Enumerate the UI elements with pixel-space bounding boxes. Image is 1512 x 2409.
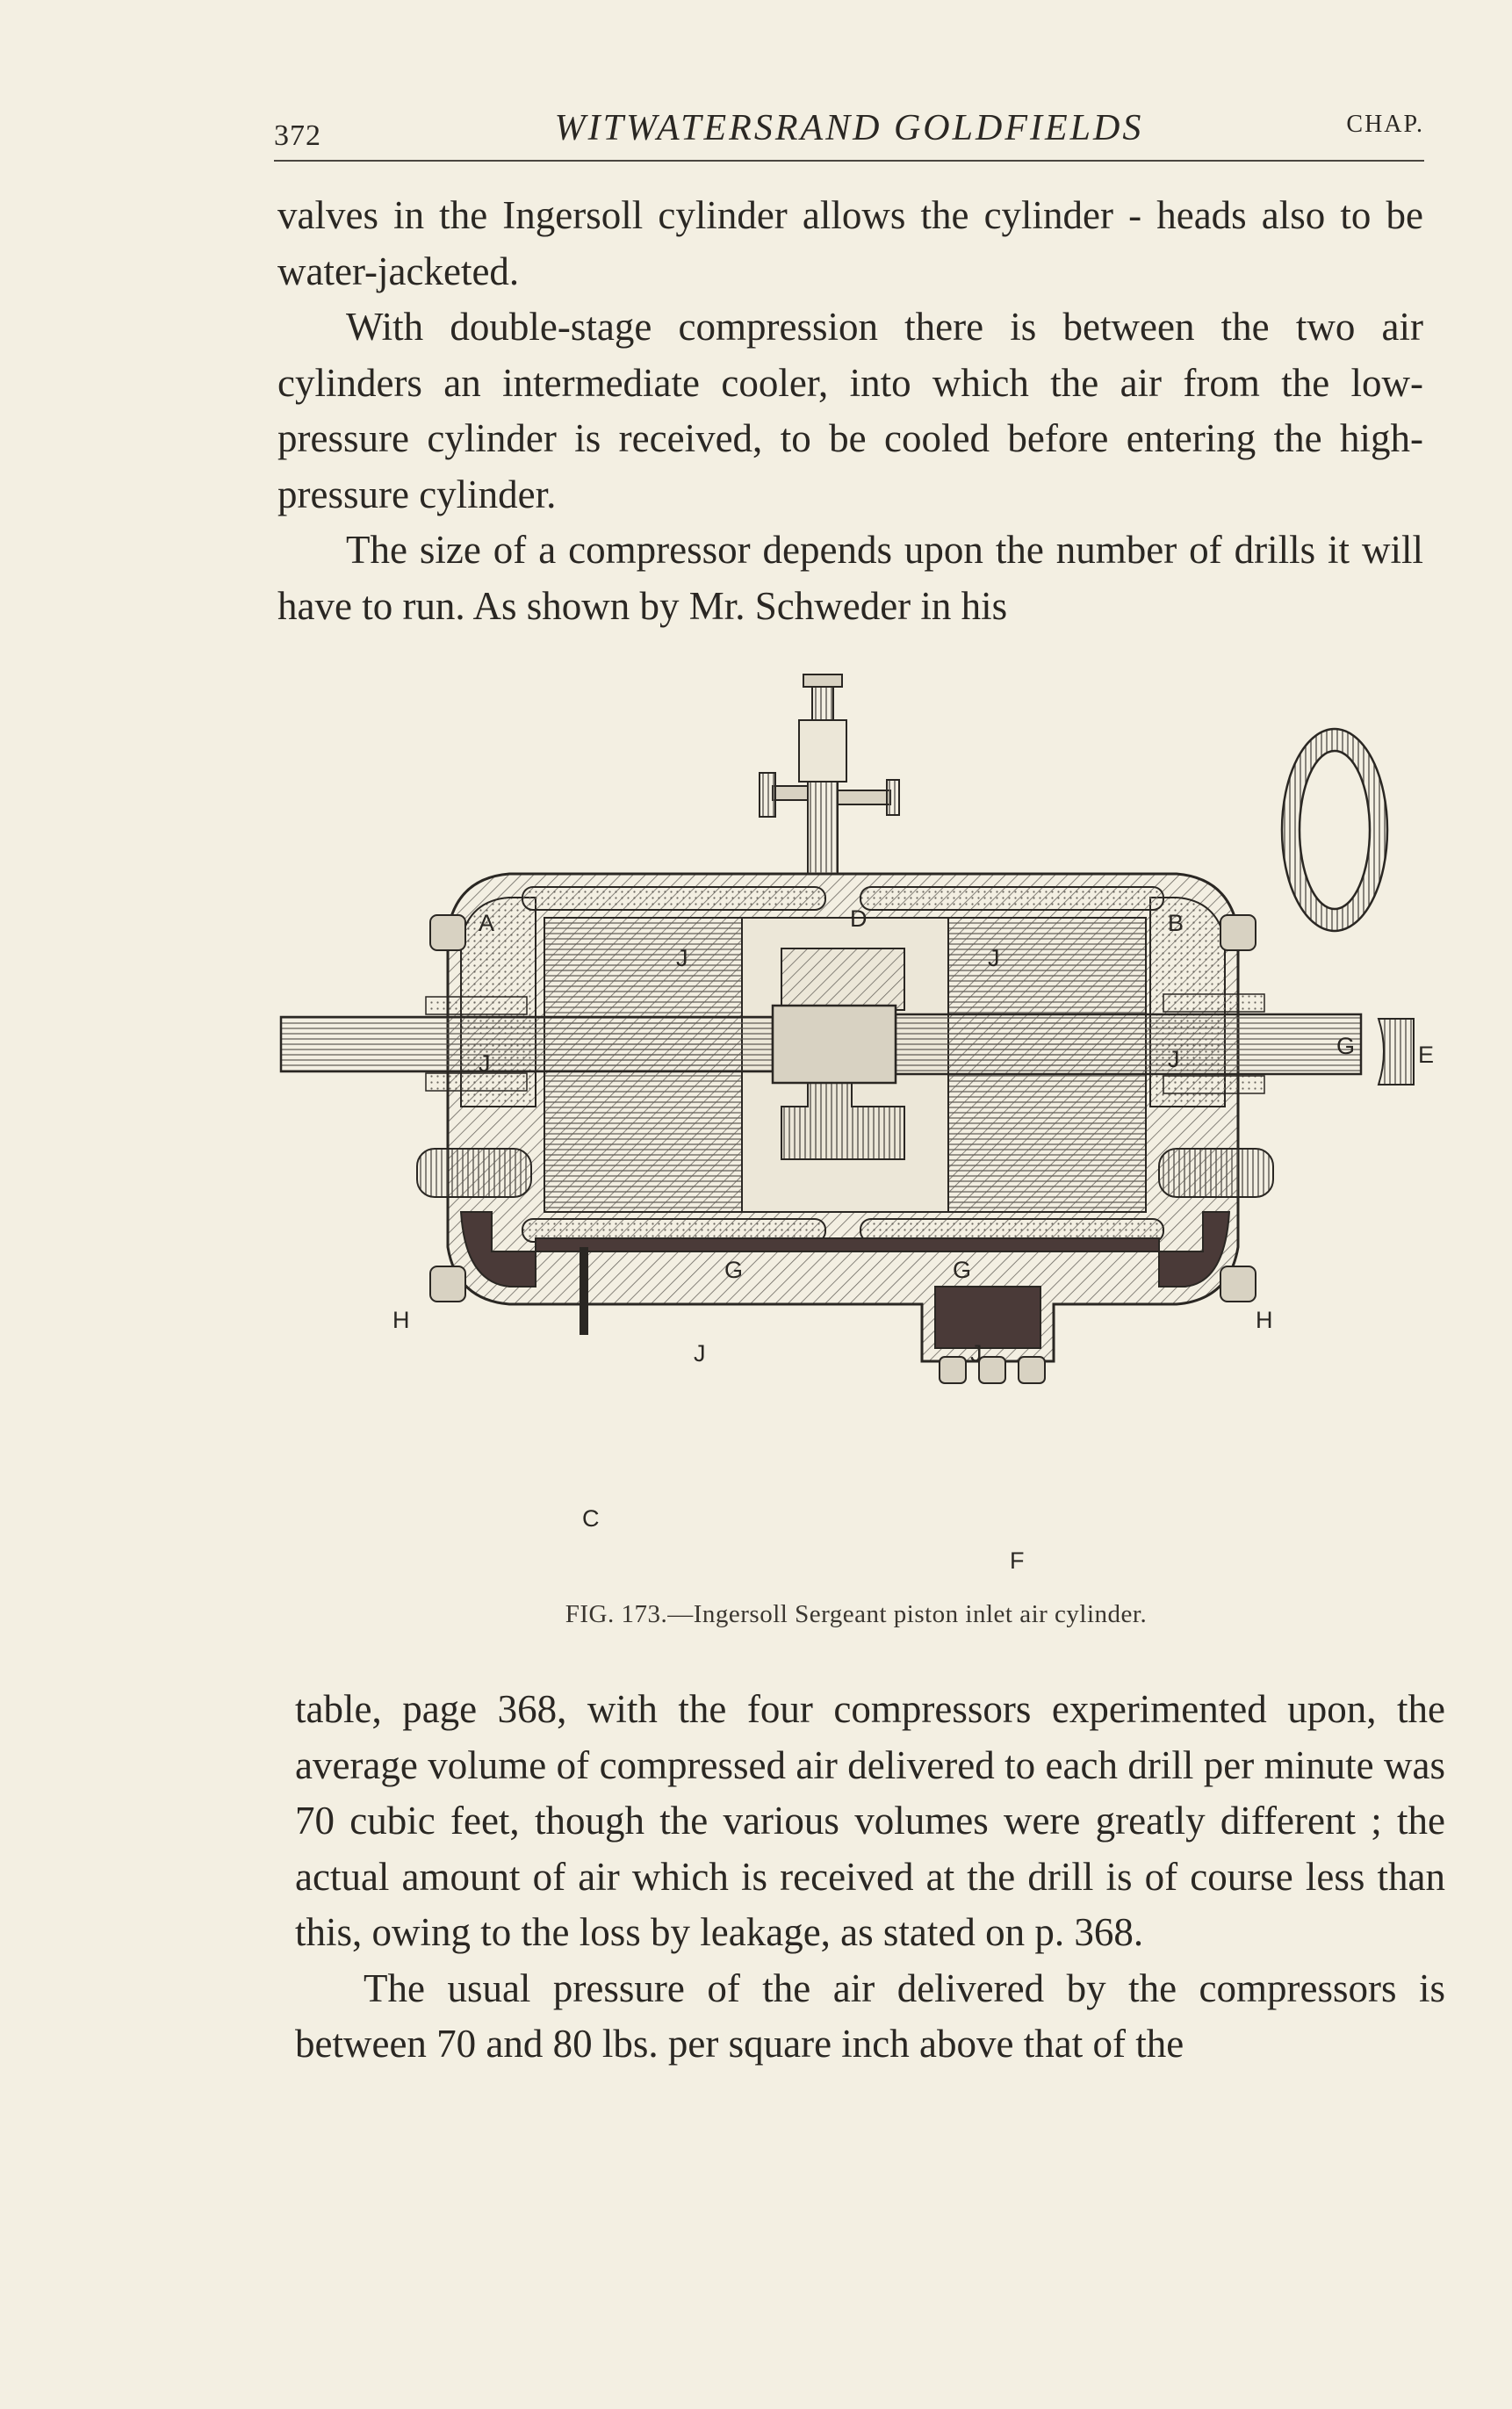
- label-c: C: [582, 1505, 600, 1532]
- paragraph: table, page 368, with the four compressors experimented upon, the average volume of compressed air delivered to each drill per minute was 70 cubic feet, though the various volumes were greatly different ; the actual amount of air which is received at the drill is of course less than this, owing to the loss by leakage, as stated on p. 368.: [295, 1687, 1445, 1954]
- top-passage-right: [860, 887, 1163, 910]
- piston-ring: [1282, 729, 1387, 931]
- label-h-left: H: [392, 1307, 410, 1333]
- paragraph: valves in the Ingersoll cylinder allows the cylinder - heads also to be water-jacketed.: [277, 193, 1423, 293]
- ring-section: [1379, 1019, 1414, 1085]
- packing-left: [426, 997, 527, 1014]
- label-h-right: H: [1256, 1307, 1273, 1333]
- inlet-spring-right: [1159, 1149, 1273, 1197]
- cylinder-illustration: [281, 667, 1435, 1574]
- label-g-right: G: [953, 1257, 972, 1283]
- label-d: D: [850, 905, 868, 932]
- label-j-right: J: [1168, 1046, 1180, 1072]
- running-title: WITWATERSRAND GOLDFIELDS: [554, 108, 1144, 148]
- label-j-top-right: J: [988, 945, 1000, 971]
- figure-173: [281, 667, 1435, 1574]
- label-b: B: [1168, 910, 1184, 936]
- figure-caption: FIG. 173.—Ingersoll Sergeant piston inlet air cylinder.: [565, 1600, 1148, 1628]
- label-g-ring: G: [1336, 1033, 1356, 1059]
- body-text-bottom: [295, 1682, 1445, 2073]
- top-passage-left: [522, 887, 825, 910]
- label-f: F: [1010, 1547, 1025, 1574]
- page-number: 372: [274, 119, 321, 152]
- page-header: [274, 98, 1424, 162]
- inlet-spring-left: [417, 1149, 531, 1197]
- paragraph: The size of a compressor depends upon the number of drills it will have to run. As shown by Mr. Schweder in his: [277, 528, 1423, 628]
- label-g-left: G: [724, 1257, 744, 1283]
- packing-left-lower: [426, 1073, 527, 1091]
- outlet-chamber: [935, 1287, 1040, 1348]
- packing-right: [1163, 994, 1264, 1012]
- label-a: A: [479, 910, 495, 936]
- label-j-bottom-right: J: [970, 1340, 983, 1367]
- chapter-mark: CHAP.: [1346, 111, 1424, 138]
- body-text-top: [277, 188, 1423, 634]
- label-j-top-left: J: [676, 945, 688, 971]
- piston-rod-left: [281, 1017, 773, 1071]
- label-j-left: J: [479, 1050, 491, 1077]
- piston-rod-right: [896, 1014, 1361, 1074]
- packing-right-lower: [1163, 1076, 1264, 1093]
- drain-pipe: [580, 1247, 588, 1335]
- label-j-bottom-left: J: [694, 1340, 706, 1367]
- rod-coupling: [773, 1006, 896, 1083]
- lubricator-valve: [760, 674, 899, 874]
- label-e: E: [1418, 1042, 1435, 1068]
- paragraph: With double-stage compression there is between the two air cylinders an intermediate cooler, into which the air from the low-pressure cylinder is received, to be cooled before entering the high-pressure cylinder.: [277, 305, 1423, 516]
- paragraph: The usual pressure of the air delivered by the compressors is between 70 and 80 lbs. per square inch above that of the: [295, 1965, 1445, 2066]
